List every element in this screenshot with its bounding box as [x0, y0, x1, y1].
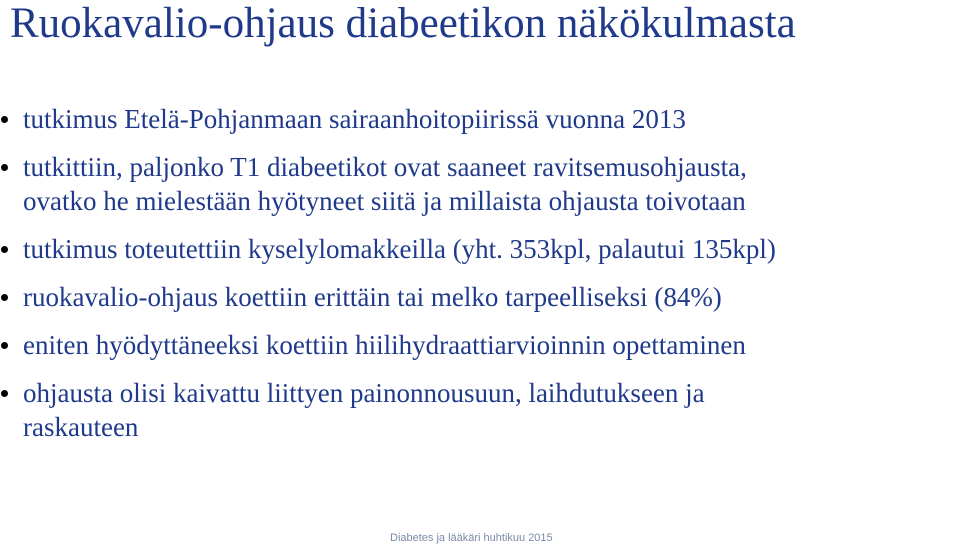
slide-title: Ruokavalio-ohjaus diabeetikon näkökulmasta: [10, 0, 796, 47]
bullet-item: [0, 280, 960, 314]
bullet-dot-icon: [1, 294, 8, 301]
slide-footer: Diabetes ja lääkäri huhtikuu 2015: [390, 532, 553, 544]
bullet-dot-icon: [1, 246, 8, 253]
bullet-item: [0, 102, 960, 136]
bullet-text: ruokavalio-ohjaus koettiin erittäin tai melko tarpeelliseksi (84%): [23, 282, 722, 312]
bullet-text: tutkimus toteutettiin kyselylomakkeilla (yht. 353kpl, palautui 135kpl): [23, 234, 776, 264]
bullet-item: [0, 376, 960, 444]
bullet-text: tutkimus Etelä-Pohjanmaan sairaanhoitopiirissä vuonna 2013: [23, 104, 686, 134]
bullet-item: [0, 150, 960, 218]
bullet-list: [0, 102, 960, 458]
bullet-dot-icon: [1, 342, 8, 349]
bullet-dot-icon: [1, 164, 8, 171]
bullet-text: eniten hyödyttäneeksi koettiin hiilihydraattiarvioinnin opettaminen: [23, 330, 746, 360]
bullet-item: [0, 328, 960, 362]
bullet-item: [0, 232, 960, 266]
bullet-dot-icon: [1, 116, 8, 123]
bullet-text: tutkittiin, paljonko T1 diabeetikot ovat saaneet ravitsemusohjausta, ovatko he mielestään hyötyneet siitä ja millaista ohjausta toivotaan: [23, 152, 747, 216]
bullet-text: ohjausta olisi kaivattu liittyen painonnousuun, laihdutukseen ja raskauteen: [23, 378, 705, 442]
bullet-dot-icon: [1, 390, 8, 397]
